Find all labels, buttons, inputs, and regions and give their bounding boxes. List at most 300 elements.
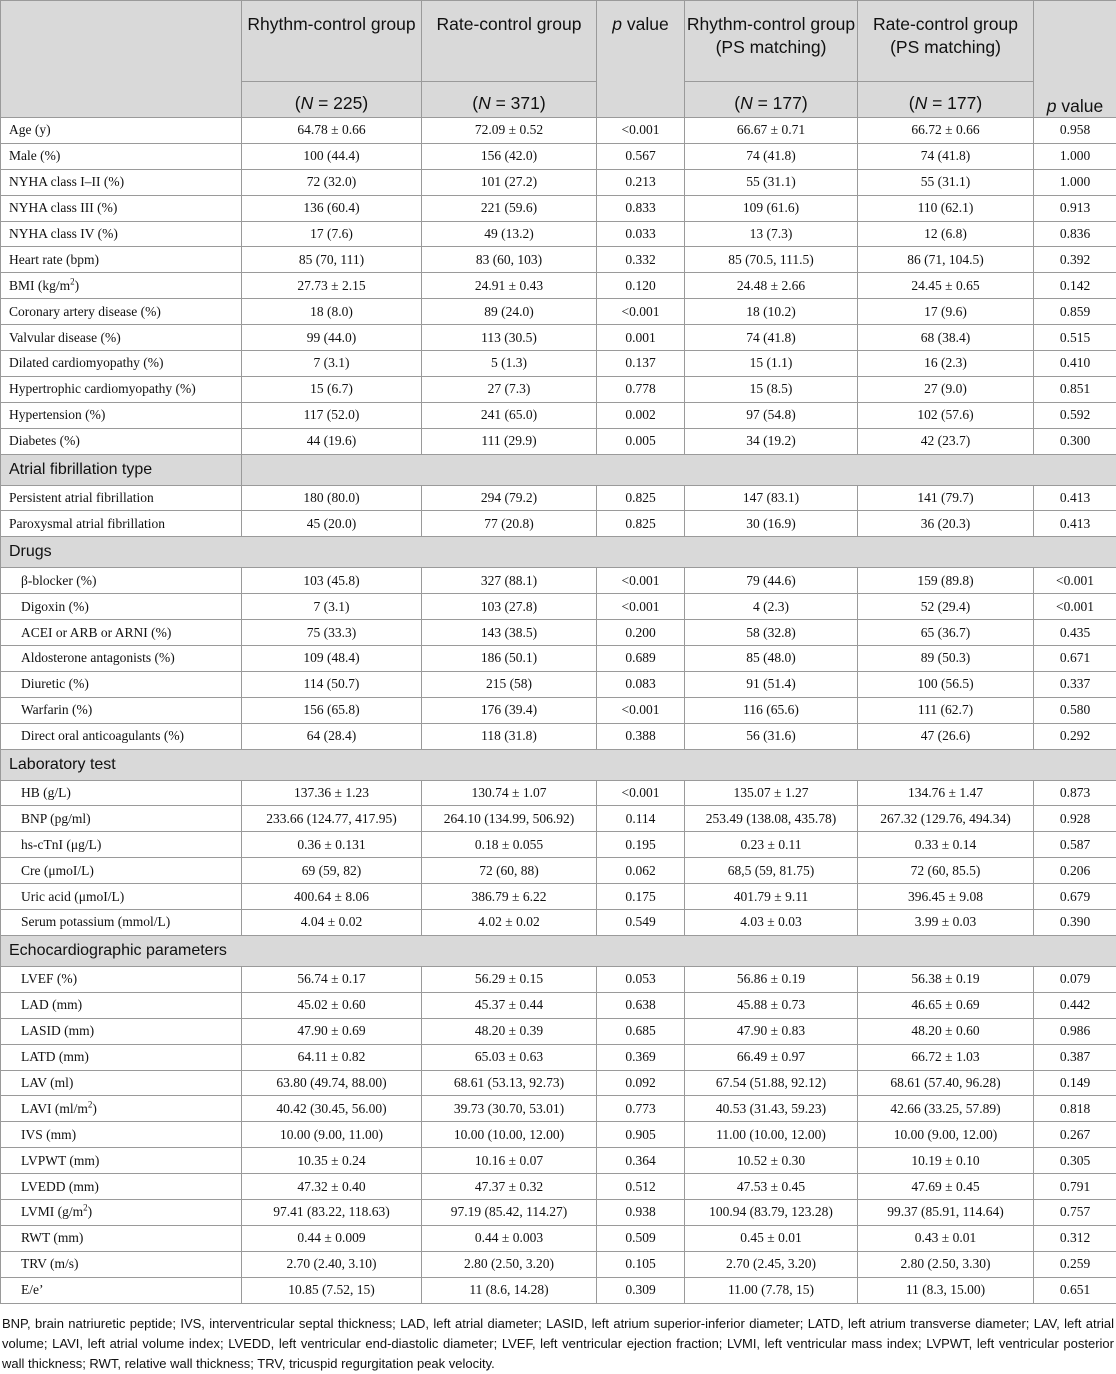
p-value-cell: 0.114 — [597, 806, 685, 832]
p-value-ps-cell: 0.679 — [1034, 884, 1116, 910]
rate-value-cell: 5 (1.3) — [422, 351, 597, 377]
table-row — [1, 646, 1116, 672]
rhythm-ps-value-cell: 116 (65.6) — [685, 697, 858, 723]
rate-value-cell: 27 (7.3) — [422, 376, 597, 402]
rhythm-value-cell: 7 (3.1) — [242, 351, 422, 377]
rate-ps-value-cell: 46.65 ± 0.69 — [858, 992, 1034, 1018]
rhythm-value-cell: 15 (6.7) — [242, 376, 422, 402]
rate-ps-value-cell: 86 (71, 104.5) — [858, 247, 1034, 273]
table-row — [1, 832, 1116, 858]
row-label: LAV (ml) — [1, 1070, 242, 1096]
table-row — [1, 1070, 1116, 1096]
rate-ps-value-cell: 16 (2.3) — [858, 351, 1034, 377]
rhythm-value-cell: 40.42 (30.45, 56.00) — [242, 1096, 422, 1122]
rhythm-ps-value-cell: 24.48 ± 2.66 — [685, 273, 858, 299]
rate-value-cell: 45.37 ± 0.44 — [422, 992, 597, 1018]
rate-ps-value-cell: 47 (26.6) — [858, 723, 1034, 749]
p-value-ps-cell: 0.292 — [1034, 723, 1116, 749]
p-value-ps-cell: 0.851 — [1034, 376, 1116, 402]
p-value-ps-cell: 1.000 — [1034, 169, 1116, 195]
rhythm-ps-value-cell: 66.67 ± 0.71 — [685, 118, 858, 144]
rate-ps-value-cell: 42 (23.7) — [858, 428, 1034, 454]
p-value-cell: 0.005 — [597, 428, 685, 454]
row-label: Warfarin (%) — [1, 697, 242, 723]
rhythm-ps-value-cell: 47.53 ± 0.45 — [685, 1174, 858, 1200]
header-p-value-ps: p value — [1034, 1, 1116, 118]
table-row — [1, 169, 1116, 195]
rate-value-cell: 111 (29.9) — [422, 428, 597, 454]
rhythm-ps-value-cell: 45.88 ± 0.73 — [685, 992, 858, 1018]
p-value-cell: 0.332 — [597, 247, 685, 273]
row-label: β-blocker (%) — [1, 568, 242, 594]
p-value-cell: 0.773 — [597, 1096, 685, 1122]
p-value-ps-cell: 0.651 — [1034, 1277, 1116, 1303]
p-value-cell: 0.137 — [597, 351, 685, 377]
section-drugs — [1, 537, 1116, 568]
rate-value-cell: 221 (59.6) — [422, 195, 597, 221]
rhythm-value-cell: 117 (52.0) — [242, 402, 422, 428]
rhythm-ps-value-cell: 55 (31.1) — [685, 169, 858, 195]
p-value-cell: 0.002 — [597, 402, 685, 428]
row-label: hs-cTnI (μg/L) — [1, 832, 242, 858]
rhythm-value-cell: 45.02 ± 0.60 — [242, 992, 422, 1018]
table-row — [1, 671, 1116, 697]
rate-value-cell: 24.91 ± 0.43 — [422, 273, 597, 299]
table-row — [1, 723, 1116, 749]
p-value-ps-cell: 0.387 — [1034, 1044, 1116, 1070]
table-row — [1, 594, 1116, 620]
rhythm-ps-value-cell: 147 (83.1) — [685, 485, 858, 511]
rhythm-value-cell: 44 (19.6) — [242, 428, 422, 454]
p-value-ps-cell: 0.958 — [1034, 118, 1116, 144]
rhythm-ps-value-cell: 40.53 (31.43, 59.23) — [685, 1096, 858, 1122]
row-label: IVS (mm) — [1, 1122, 242, 1148]
row-label: LATD (mm) — [1, 1044, 242, 1070]
p-value-cell: 0.638 — [597, 992, 685, 1018]
table-row — [1, 910, 1116, 936]
rate-ps-value-cell: 72 (60, 85.5) — [858, 858, 1034, 884]
p-value-cell: 0.512 — [597, 1174, 685, 1200]
p-value-ps-cell: 0.206 — [1034, 858, 1116, 884]
p-value-ps-cell: 0.928 — [1034, 806, 1116, 832]
p-value-cell: 0.549 — [597, 910, 685, 936]
row-label: RWT (mm) — [1, 1225, 242, 1251]
rhythm-value-cell: 400.64 ± 8.06 — [242, 884, 422, 910]
table-row — [1, 221, 1116, 247]
rhythm-ps-value-cell: 2.70 (2.45, 3.20) — [685, 1251, 858, 1277]
rate-value-cell: 97.19 (85.42, 114.27) — [422, 1199, 597, 1225]
p-value-cell: 0.175 — [597, 884, 685, 910]
p-value-cell: 0.053 — [597, 966, 685, 992]
table-row — [1, 1225, 1116, 1251]
rhythm-ps-value-cell: 97 (54.8) — [685, 402, 858, 428]
rate-value-cell: 4.02 ± 0.02 — [422, 910, 597, 936]
header-rhythm-control: Rhythm-control group — [242, 1, 422, 82]
p-value-ps-cell: 0.671 — [1034, 646, 1116, 672]
p-value-ps-cell: 1.000 — [1034, 143, 1116, 169]
p-value-ps-cell: 0.312 — [1034, 1225, 1116, 1251]
rate-ps-value-cell: 24.45 ± 0.65 — [858, 273, 1034, 299]
header-rhythm-control-ps: Rhythm-control group (PS matching) — [685, 1, 858, 82]
p-value-ps-cell: 0.859 — [1034, 299, 1116, 325]
rate-ps-value-cell: 42.66 (33.25, 57.89) — [858, 1096, 1034, 1122]
row-label: LAVI $(ml/m^2)$ — [1, 1096, 242, 1122]
rhythm-ps-value-cell: 15 (8.5) — [685, 376, 858, 402]
table-row — [1, 247, 1116, 273]
table-row — [1, 858, 1116, 884]
rhythm-ps-value-cell: 34 (19.2) — [685, 428, 858, 454]
rate-ps-value-cell: 99.37 (85.91, 114.64) — [858, 1199, 1034, 1225]
rhythm-ps-value-cell: 0.23 ± 0.11 — [685, 832, 858, 858]
p-value-cell: 0.369 — [597, 1044, 685, 1070]
p-value-ps-cell: 0.079 — [1034, 966, 1116, 992]
row-label: Hypertension (%) — [1, 402, 242, 428]
section-title: Atrial fibrillation type — [1, 454, 242, 485]
header-n-rate: (N = 371) — [422, 82, 597, 118]
rate-value-cell: 56.29 ± 0.15 — [422, 966, 597, 992]
row-label: E/e’ — [1, 1277, 242, 1303]
rate-value-cell: 11 (8.6, 14.28) — [422, 1277, 597, 1303]
rate-value-cell: 0.44 ± 0.003 — [422, 1225, 597, 1251]
p-value-cell: <0.001 — [597, 299, 685, 325]
p-value-cell: 0.778 — [597, 376, 685, 402]
rate-value-cell: 327 (88.1) — [422, 568, 597, 594]
p-value-ps-cell: 0.259 — [1034, 1251, 1116, 1277]
row-label: Coronary artery disease (%) — [1, 299, 242, 325]
rate-value-cell: 72 (60, 88) — [422, 858, 597, 884]
rhythm-ps-value-cell: 74 (41.8) — [685, 325, 858, 351]
row-label: Uric acid (μmoI/L) — [1, 884, 242, 910]
row-label: LASID (mm) — [1, 1018, 242, 1044]
header-n-rhythm: (N = 225) — [242, 82, 422, 118]
p-value-cell: 0.509 — [597, 1225, 685, 1251]
p-value-ps-cell: 0.986 — [1034, 1018, 1116, 1044]
p-value-ps-cell: 0.515 — [1034, 325, 1116, 351]
row-label: NYHA class IV (%) — [1, 221, 242, 247]
table-row — [1, 1199, 1116, 1225]
rhythm-value-cell: 64.78 ± 0.66 — [242, 118, 422, 144]
row-label: Age (y) — [1, 118, 242, 144]
rate-ps-value-cell: 68 (38.4) — [858, 325, 1034, 351]
row-label: NYHA class III (%) — [1, 195, 242, 221]
p-value-cell: 0.364 — [597, 1148, 685, 1174]
table-row — [1, 1148, 1116, 1174]
rate-ps-value-cell: 55 (31.1) — [858, 169, 1034, 195]
rhythm-value-cell: 100 (44.4) — [242, 143, 422, 169]
rhythm-ps-value-cell: 401.79 ± 9.11 — [685, 884, 858, 910]
table-row — [1, 402, 1116, 428]
p-value-ps-cell: 0.390 — [1034, 910, 1116, 936]
p-value-cell: 0.388 — [597, 723, 685, 749]
rhythm-value-cell: 64.11 ± 0.82 — [242, 1044, 422, 1070]
rhythm-value-cell: 17 (7.6) — [242, 221, 422, 247]
p-value-cell: <0.001 — [597, 780, 685, 806]
rhythm-ps-value-cell: 4.03 ± 0.03 — [685, 910, 858, 936]
rhythm-value-cell: 233.66 (124.77, 417.95) — [242, 806, 422, 832]
rhythm-ps-value-cell: 11.00 (7.78, 15) — [685, 1277, 858, 1303]
p-value-ps-cell: 0.300 — [1034, 428, 1116, 454]
rate-ps-value-cell: 65 (36.7) — [858, 620, 1034, 646]
table-row — [1, 511, 1116, 537]
rhythm-ps-value-cell: 91 (51.4) — [685, 671, 858, 697]
rhythm-ps-value-cell: 74 (41.8) — [685, 143, 858, 169]
p-value-ps-cell: <0.001 — [1034, 568, 1116, 594]
table-row — [1, 485, 1116, 511]
rate-ps-value-cell: 56.38 ± 0.19 — [858, 966, 1034, 992]
row-label: LVEF (%) — [1, 966, 242, 992]
rate-ps-value-cell: 36 (20.3) — [858, 511, 1034, 537]
p-value-cell: 0.195 — [597, 832, 685, 858]
rhythm-value-cell: 0.44 ± 0.009 — [242, 1225, 422, 1251]
rhythm-ps-value-cell: 30 (16.9) — [685, 511, 858, 537]
rhythm-value-cell: 10.35 ± 0.24 — [242, 1148, 422, 1174]
table-row — [1, 780, 1116, 806]
rhythm-value-cell: 27.73 ± 2.15 — [242, 273, 422, 299]
rate-value-cell: 176 (39.4) — [422, 697, 597, 723]
rhythm-ps-value-cell: 68,5 (59, 81.75) — [685, 858, 858, 884]
rhythm-value-cell: 45 (20.0) — [242, 511, 422, 537]
p-value-ps-cell: 0.267 — [1034, 1122, 1116, 1148]
rate-value-cell: 113 (30.5) — [422, 325, 597, 351]
rate-ps-value-cell: 100 (56.5) — [858, 671, 1034, 697]
p-value-ps-cell: 0.587 — [1034, 832, 1116, 858]
row-label: Heart rate (bpm) — [1, 247, 242, 273]
header-rate-control: Rate-control group — [422, 1, 597, 82]
row-label: Male (%) — [1, 143, 242, 169]
p-value-ps-cell: 0.392 — [1034, 247, 1116, 273]
p-value-ps-cell: 0.305 — [1034, 1148, 1116, 1174]
rate-value-cell: 47.37 ± 0.32 — [422, 1174, 597, 1200]
rate-value-cell: 186 (50.1) — [422, 646, 597, 672]
rhythm-ps-value-cell: 79 (44.6) — [685, 568, 858, 594]
row-label: Hypertrophic cardiomyopathy (%) — [1, 376, 242, 402]
p-value-ps-cell: 0.413 — [1034, 511, 1116, 537]
rate-ps-value-cell: 66.72 ± 0.66 — [858, 118, 1034, 144]
p-value-ps-cell: 0.757 — [1034, 1199, 1116, 1225]
rhythm-ps-value-cell: 253.49 (138.08, 435.78) — [685, 806, 858, 832]
table-row — [1, 1251, 1116, 1277]
p-value-ps-cell: 0.791 — [1034, 1174, 1116, 1200]
rate-value-cell: 130.74 ± 1.07 — [422, 780, 597, 806]
row-label: Persistent atrial fibrillation — [1, 485, 242, 511]
rhythm-ps-value-cell: 10.52 ± 0.30 — [685, 1148, 858, 1174]
p-value-ps-cell: 0.442 — [1034, 992, 1116, 1018]
rate-ps-value-cell: 74 (41.8) — [858, 143, 1034, 169]
rate-ps-value-cell: 68.61 (57.40, 96.28) — [858, 1070, 1034, 1096]
table-row — [1, 273, 1116, 299]
rate-value-cell: 103 (27.8) — [422, 594, 597, 620]
row-label: ACEI or ARB or ARNI (%) — [1, 620, 242, 646]
rate-value-cell: 101 (27.2) — [422, 169, 597, 195]
table-row — [1, 1096, 1116, 1122]
row-label: Cre (μmoI/L) — [1, 858, 242, 884]
table-row — [1, 1277, 1116, 1303]
section-title: Laboratory test — [1, 749, 1116, 780]
rate-ps-value-cell: 47.69 ± 0.45 — [858, 1174, 1034, 1200]
rate-ps-value-cell: 0.33 ± 0.14 — [858, 832, 1034, 858]
rate-ps-value-cell: 110 (62.1) — [858, 195, 1034, 221]
table-row — [1, 697, 1116, 723]
header-rate-control-ps: Rate-control group (PS matching) — [858, 1, 1034, 82]
rate-ps-value-cell: 12 (6.8) — [858, 221, 1034, 247]
p-value-cell: <0.001 — [597, 568, 685, 594]
row-label: Valvular disease (%) — [1, 325, 242, 351]
p-value-ps-cell: 0.580 — [1034, 697, 1116, 723]
rate-ps-value-cell: 159 (89.8) — [858, 568, 1034, 594]
row-label: Aldosterone antagonists (%) — [1, 646, 242, 672]
p-value-cell: 0.083 — [597, 671, 685, 697]
rate-value-cell: 10.16 ± 0.07 — [422, 1148, 597, 1174]
table-row — [1, 884, 1116, 910]
row-label: HB (g/L) — [1, 780, 242, 806]
rate-ps-value-cell: 0.43 ± 0.01 — [858, 1225, 1034, 1251]
p-value-ps-cell: 0.337 — [1034, 671, 1116, 697]
rhythm-value-cell: 137.36 ± 1.23 — [242, 780, 422, 806]
rhythm-value-cell: 85 (70, 111) — [242, 247, 422, 273]
row-label: LAD (mm) — [1, 992, 242, 1018]
p-value-cell: 0.105 — [597, 1251, 685, 1277]
table-row — [1, 428, 1116, 454]
rate-value-cell: 241 (65.0) — [422, 402, 597, 428]
rhythm-ps-value-cell: 47.90 ± 0.83 — [685, 1018, 858, 1044]
rhythm-ps-value-cell: 11.00 (10.00, 12.00) — [685, 1122, 858, 1148]
table-row — [1, 992, 1116, 1018]
p-value-cell: 0.033 — [597, 221, 685, 247]
row-label: BMI $(kg/m^2)$ — [1, 273, 242, 299]
p-value-ps-cell: 0.435 — [1034, 620, 1116, 646]
table-row — [1, 351, 1116, 377]
rhythm-ps-value-cell: 58 (32.8) — [685, 620, 858, 646]
row-label: LVEDD (mm) — [1, 1174, 242, 1200]
rhythm-value-cell: 64 (28.4) — [242, 723, 422, 749]
row-label: LVPWT (mm) — [1, 1148, 242, 1174]
table-row — [1, 620, 1116, 646]
table-body — [1, 118, 1116, 1304]
p-value-cell: <0.001 — [597, 594, 685, 620]
rhythm-value-cell: 63.80 (49.74, 88.00) — [242, 1070, 422, 1096]
section-title: Echocardiographic parameters — [1, 935, 1116, 966]
rate-ps-value-cell: 111 (62.7) — [858, 697, 1034, 723]
p-value-ps-cell: 0.873 — [1034, 780, 1116, 806]
section-blank-cell — [242, 454, 1116, 485]
rhythm-ps-value-cell: 109 (61.6) — [685, 195, 858, 221]
table-row — [1, 1044, 1116, 1070]
rate-value-cell: 89 (24.0) — [422, 299, 597, 325]
p-value-cell: 0.062 — [597, 858, 685, 884]
row-label: Diabetes (%) — [1, 428, 242, 454]
rhythm-value-cell: 69 (59, 82) — [242, 858, 422, 884]
rate-ps-value-cell: 89 (50.3) — [858, 646, 1034, 672]
row-label: Dilated cardiomyopathy (%) — [1, 351, 242, 377]
table-row — [1, 325, 1116, 351]
rhythm-value-cell: 47.90 ± 0.69 — [242, 1018, 422, 1044]
rhythm-ps-value-cell: 13 (7.3) — [685, 221, 858, 247]
p-value-cell: 0.685 — [597, 1018, 685, 1044]
p-value-cell: 0.825 — [597, 485, 685, 511]
table-row — [1, 299, 1116, 325]
rate-ps-value-cell: 48.20 ± 0.60 — [858, 1018, 1034, 1044]
rate-ps-value-cell: 141 (79.7) — [858, 485, 1034, 511]
rhythm-value-cell: 72 (32.0) — [242, 169, 422, 195]
row-label: BNP (pg/ml) — [1, 806, 242, 832]
row-label: TRV (m/s) — [1, 1251, 242, 1277]
rhythm-value-cell: 97.41 (83.22, 118.63) — [242, 1199, 422, 1225]
p-value-cell: 0.833 — [597, 195, 685, 221]
rate-value-cell: 143 (38.5) — [422, 620, 597, 646]
rhythm-value-cell: 0.36 ± 0.131 — [242, 832, 422, 858]
table-row — [1, 806, 1116, 832]
rate-value-cell: 72.09 ± 0.52 — [422, 118, 597, 144]
rate-ps-value-cell: 66.72 ± 1.03 — [858, 1044, 1034, 1070]
row-label: Diuretic (%) — [1, 671, 242, 697]
p-value-cell: 0.001 — [597, 325, 685, 351]
row-label: LVMI $(g/m^2)$ — [1, 1199, 242, 1225]
rate-ps-value-cell: 10.00 (9.00, 12.00) — [858, 1122, 1034, 1148]
section-echocardiographic-parameters — [1, 935, 1116, 966]
rate-value-cell: 77 (20.8) — [422, 511, 597, 537]
rate-value-cell: 294 (79.2) — [422, 485, 597, 511]
table-row — [1, 118, 1116, 144]
table-row — [1, 376, 1116, 402]
rhythm-value-cell: 2.70 (2.40, 3.10) — [242, 1251, 422, 1277]
rate-value-cell: 68.61 (53.13, 92.73) — [422, 1070, 597, 1096]
rate-ps-value-cell: 396.45 ± 9.08 — [858, 884, 1034, 910]
p-value-cell: <0.001 — [597, 697, 685, 723]
row-label: Paroxysmal atrial fibrillation — [1, 511, 242, 537]
p-value-cell: 0.120 — [597, 273, 685, 299]
rhythm-value-cell: 114 (50.7) — [242, 671, 422, 697]
table-row — [1, 1122, 1116, 1148]
p-value-cell: 0.938 — [597, 1199, 685, 1225]
p-value-ps-cell: 0.836 — [1034, 221, 1116, 247]
rhythm-ps-value-cell: 85 (70.5, 111.5) — [685, 247, 858, 273]
p-value-cell: <0.001 — [597, 118, 685, 144]
rate-ps-value-cell: 2.80 (2.50, 3.30) — [858, 1251, 1034, 1277]
p-value-cell: 0.200 — [597, 620, 685, 646]
rhythm-ps-value-cell: 66.49 ± 0.97 — [685, 1044, 858, 1070]
rhythm-value-cell: 109 (48.4) — [242, 646, 422, 672]
rate-ps-value-cell: 11 (8.3, 15.00) — [858, 1277, 1034, 1303]
row-label: Digoxin (%) — [1, 594, 242, 620]
p-value-ps-cell: 0.410 — [1034, 351, 1116, 377]
rhythm-value-cell: 4.04 ± 0.02 — [242, 910, 422, 936]
rhythm-value-cell: 103 (45.8) — [242, 568, 422, 594]
p-value-ps-cell: 0.142 — [1034, 273, 1116, 299]
header-n-rhythm-ps: (N = 177) — [685, 82, 858, 118]
rate-value-cell: 118 (31.8) — [422, 723, 597, 749]
rate-ps-value-cell: 10.19 ± 0.10 — [858, 1148, 1034, 1174]
rhythm-ps-value-cell: 100.94 (83.79, 123.28) — [685, 1199, 858, 1225]
rhythm-value-cell: 7 (3.1) — [242, 594, 422, 620]
p-value-cell: 0.905 — [597, 1122, 685, 1148]
rate-ps-value-cell: 267.32 (129.76, 494.34) — [858, 806, 1034, 832]
rhythm-value-cell: 180 (80.0) — [242, 485, 422, 511]
rhythm-value-cell: 136 (60.4) — [242, 195, 422, 221]
rhythm-value-cell: 99 (44.0) — [242, 325, 422, 351]
p-value-cell: 0.825 — [597, 511, 685, 537]
table-footnote: BNP, brain natriuretic peptide; IVS, interventricular septal thickness; LAD, left atrial diameter; LASID, left atrium superior-inferior diameter; LATD, left atrium transverse diameter; LAV, left atrial volume; LAVI, left atrial volume index; LVEDD, left ventricular end-diastolic diameter; LVEF, left ventricular ejection fraction; LVMI, left ventricular mass index; LVPWT, left ventricular posterior wall thickness; RWT, relative wall thickness; TRV, tricuspid regurgitation peak velocity. — [0, 1304, 1116, 1374]
row-label: NYHA class I–II (%) — [1, 169, 242, 195]
rhythm-value-cell: 156 (65.8) — [242, 697, 422, 723]
rhythm-ps-value-cell: 85 (48.0) — [685, 646, 858, 672]
p-value-ps-cell: 0.592 — [1034, 402, 1116, 428]
rhythm-ps-value-cell: 18 (10.2) — [685, 299, 858, 325]
p-value-ps-cell: 0.149 — [1034, 1070, 1116, 1096]
table-row — [1, 143, 1116, 169]
rate-value-cell: 10.00 (10.00, 12.00) — [422, 1122, 597, 1148]
row-label: Serum potassium (mmol/L) — [1, 910, 242, 936]
rate-ps-value-cell: 3.99 ± 0.03 — [858, 910, 1034, 936]
